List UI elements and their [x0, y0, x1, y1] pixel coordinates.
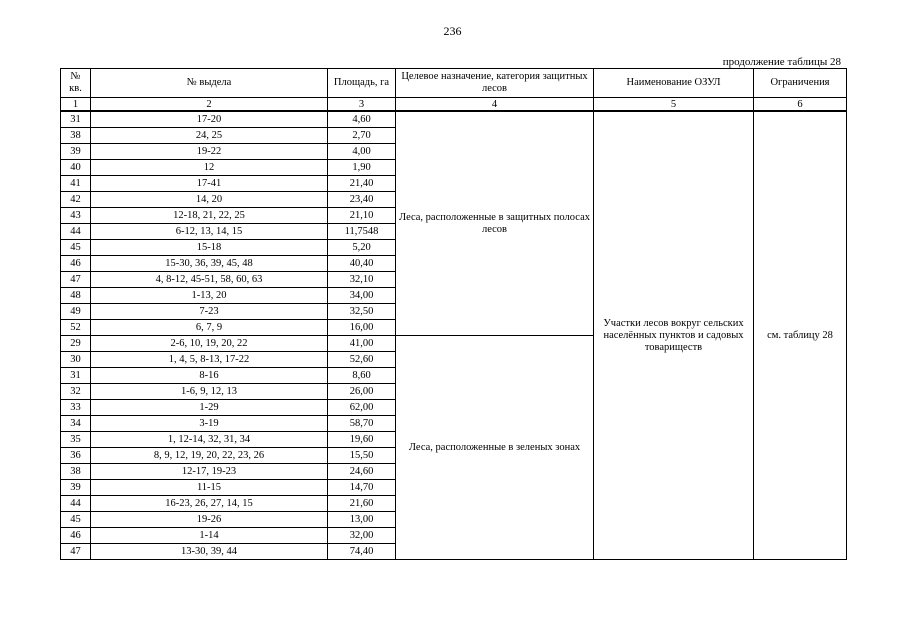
cell-kv: 42: [61, 192, 91, 208]
cell-kv: 46: [61, 528, 91, 544]
header-ozul: Наименование ОЗУЛ: [594, 69, 754, 98]
cell-area: 40,40: [328, 256, 396, 272]
cell-area: 32,10: [328, 272, 396, 288]
cell-area: 13,00: [328, 512, 396, 528]
cell-vydel: 11-15: [91, 480, 328, 496]
cell-vydel: 14, 20: [91, 192, 328, 208]
header-area: Площадь, га: [328, 69, 396, 98]
cell-kv: 38: [61, 464, 91, 480]
cell-kv: 38: [61, 128, 91, 144]
cell-area: 2,70: [328, 128, 396, 144]
cell-vydel: 19-26: [91, 512, 328, 528]
cell-area: 32,00: [328, 528, 396, 544]
cell-area: 16,00: [328, 320, 396, 336]
cell-kv: 36: [61, 448, 91, 464]
cell-area: 21,10: [328, 208, 396, 224]
purpose-green-zones: Леса, расположенные в зеленых зонах: [396, 336, 594, 560]
purpose-protective-belts: Леса, расположенные в защитных полосах лесов: [396, 111, 594, 336]
cell-kv: 45: [61, 240, 91, 256]
cell-vydel: 3-19: [91, 416, 328, 432]
cell-area: 41,00: [328, 336, 396, 352]
cell-area: 21,60: [328, 496, 396, 512]
table-body: [61, 111, 847, 560]
cell-area: 23,40: [328, 192, 396, 208]
cell-vydel: 8, 9, 12, 19, 20, 22, 23, 26: [91, 448, 328, 464]
table-header-row: [61, 69, 847, 98]
cell-vydel: 12: [91, 160, 328, 176]
cell-area: 34,00: [328, 288, 396, 304]
cell-kv: 48: [61, 288, 91, 304]
column-number: 3: [328, 98, 396, 112]
cell-kv: 31: [61, 111, 91, 128]
cell-area: 58,70: [328, 416, 396, 432]
cell-vydel: 16-23, 26, 27, 14, 15: [91, 496, 328, 512]
cell-vydel: 1, 4, 5, 8-13, 17-22: [91, 352, 328, 368]
cell-kv: 44: [61, 496, 91, 512]
header-purpose: Целевое назначение, категория защитных лесов: [396, 69, 594, 98]
cell-vydel: 8-16: [91, 368, 328, 384]
cell-area: 19,60: [328, 432, 396, 448]
cell-area: 62,00: [328, 400, 396, 416]
cell-vydel: 1-13, 20: [91, 288, 328, 304]
column-number: 2: [91, 98, 328, 112]
restrictions: см. таблицу 28: [754, 111, 847, 560]
cell-vydel: 1-6, 9, 12, 13: [91, 384, 328, 400]
cell-vydel: 6-12, 13, 14, 15: [91, 224, 328, 240]
ozul-name: Участки лесов вокруг сельских населённых пунктов и садовых товариществ: [594, 111, 754, 560]
cell-area: 74,40: [328, 544, 396, 560]
cell-area: 4,60: [328, 111, 396, 128]
cell-area: 11,7548: [328, 224, 396, 240]
cell-kv: 41: [61, 176, 91, 192]
cell-area: 52,60: [328, 352, 396, 368]
cell-vydel: 2-6, 10, 19, 20, 22: [91, 336, 328, 352]
cell-vydel: 17-20: [91, 111, 328, 128]
column-number: 5: [594, 98, 754, 112]
column-number-row: [61, 98, 847, 112]
cell-kv: 40: [61, 160, 91, 176]
cell-vydel: 17-41: [91, 176, 328, 192]
cell-kv: 34: [61, 416, 91, 432]
cell-vydel: 1-14: [91, 528, 328, 544]
cell-vydel: 12-17, 19-23: [91, 464, 328, 480]
cell-kv: 49: [61, 304, 91, 320]
header-vydel: № выдела: [91, 69, 328, 98]
cell-kv: 43: [61, 208, 91, 224]
header-kv: № кв.: [61, 69, 91, 98]
cell-vydel: 15-18: [91, 240, 328, 256]
cell-area: 8,60: [328, 368, 396, 384]
cell-vydel: 6, 7, 9: [91, 320, 328, 336]
cell-vydel: 1, 12-14, 32, 31, 34: [91, 432, 328, 448]
cell-area: 14,70: [328, 480, 396, 496]
cell-area: 32,50: [328, 304, 396, 320]
cell-area: 1,90: [328, 160, 396, 176]
protected-forest-table: [60, 68, 847, 560]
cell-area: 26,00: [328, 384, 396, 400]
cell-kv: 30: [61, 352, 91, 368]
page-number: 236: [443, 24, 462, 38]
cell-kv: 29: [61, 336, 91, 352]
cell-kv: 39: [61, 144, 91, 160]
column-number: 4: [396, 98, 594, 112]
cell-vydel: 4, 8-12, 45-51, 58, 60, 63: [91, 272, 328, 288]
cell-vydel: 19-22: [91, 144, 328, 160]
table-continuation-label: продолжение таблицы 28: [722, 56, 841, 68]
cell-kv: 47: [61, 272, 91, 288]
cell-vydel: 12-18, 21, 22, 25: [91, 208, 328, 224]
cell-vydel: 13-30, 39, 44: [91, 544, 328, 560]
cell-kv: 46: [61, 256, 91, 272]
cell-area: 24,60: [328, 464, 396, 480]
cell-area: 21,40: [328, 176, 396, 192]
table-row: [61, 111, 847, 128]
cell-kv: 31: [61, 368, 91, 384]
cell-vydel: 1-29: [91, 400, 328, 416]
cell-kv: 33: [61, 400, 91, 416]
cell-area: 15,50: [328, 448, 396, 464]
cell-vydel: 15-30, 36, 39, 45, 48: [91, 256, 328, 272]
cell-kv: 39: [61, 480, 91, 496]
cell-kv: 52: [61, 320, 91, 336]
cell-kv: 35: [61, 432, 91, 448]
cell-kv: 32: [61, 384, 91, 400]
cell-area: 5,20: [328, 240, 396, 256]
cell-kv: 45: [61, 512, 91, 528]
cell-kv: 47: [61, 544, 91, 560]
column-number: 6: [754, 98, 847, 112]
cell-vydel: 24, 25: [91, 128, 328, 144]
cell-vydel: 7-23: [91, 304, 328, 320]
column-number: 1: [61, 98, 91, 112]
header-restrictions: Ограничения: [754, 69, 847, 98]
cell-kv: 44: [61, 224, 91, 240]
cell-area: 4,00: [328, 144, 396, 160]
